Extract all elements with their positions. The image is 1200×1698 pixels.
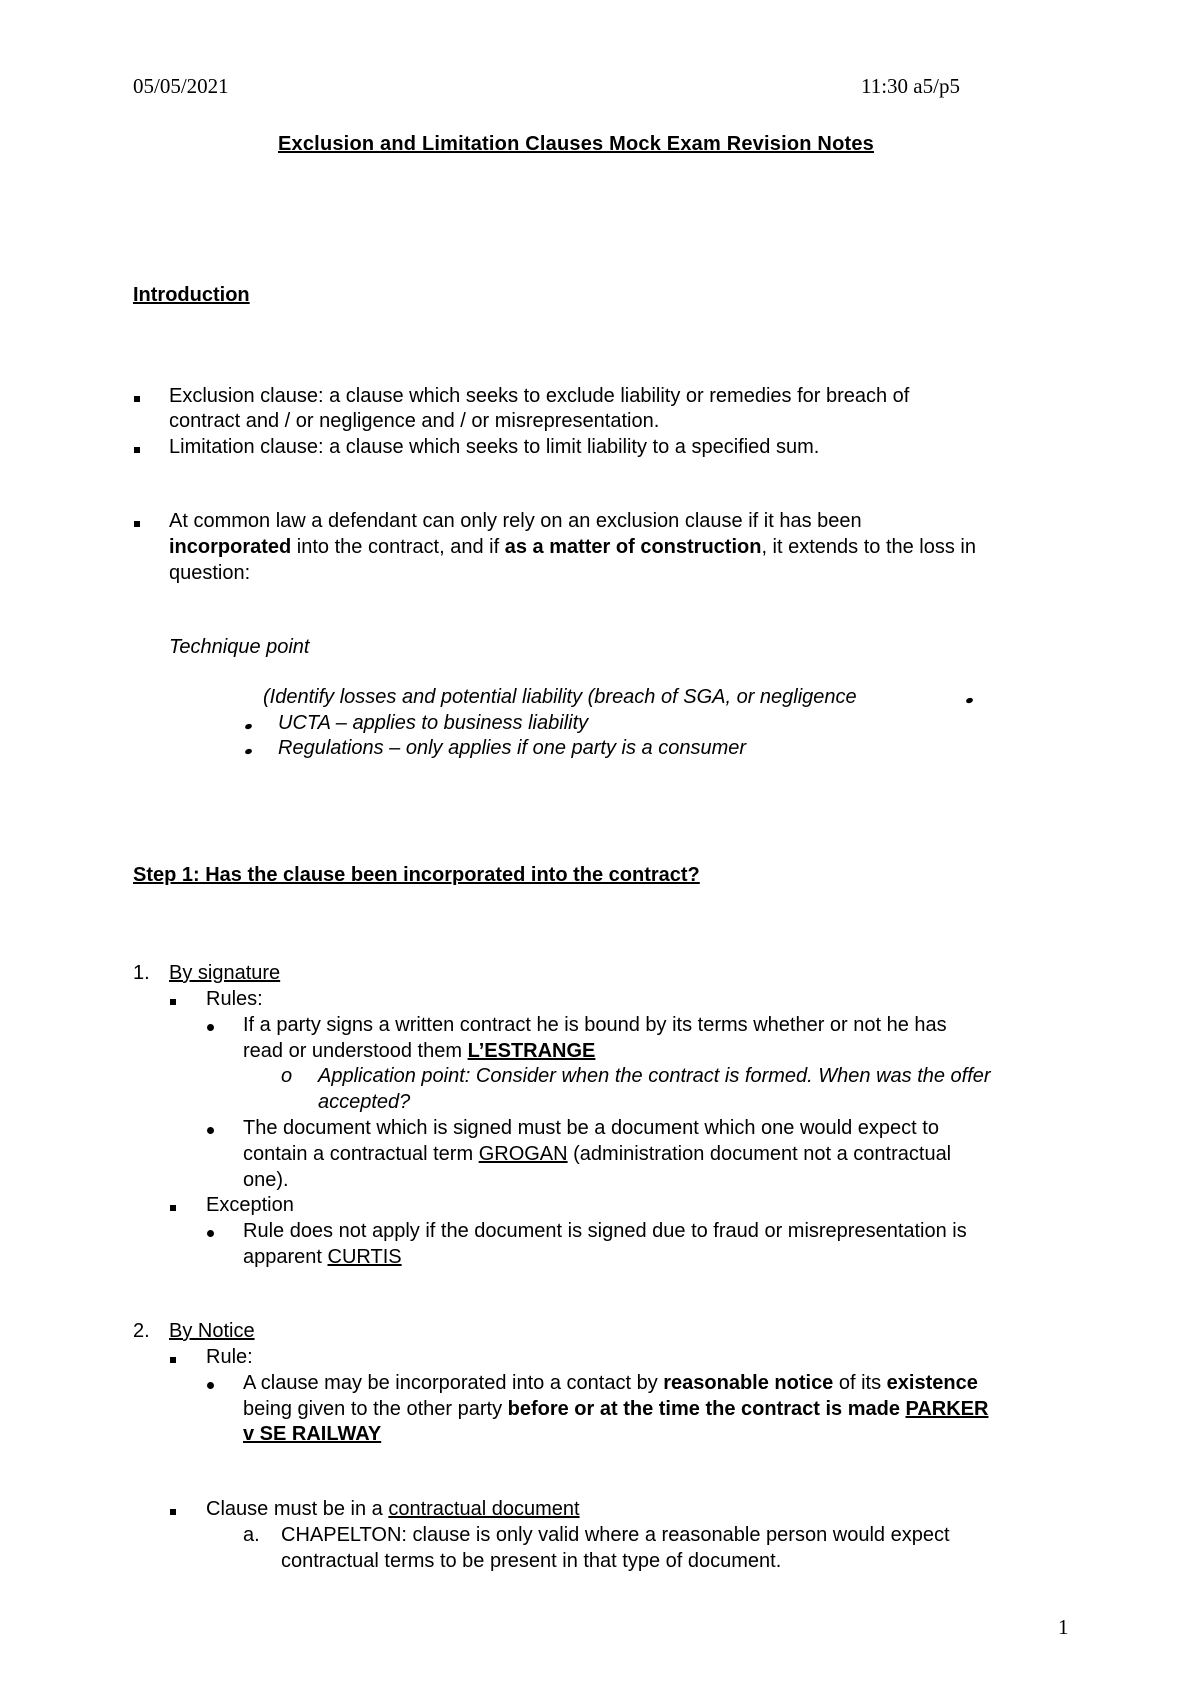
text-span: , it extends to the loss in xyxy=(761,536,976,558)
rule-1-line-2 xyxy=(243,1038,595,1064)
round-bullet-icon xyxy=(207,1218,214,1244)
technique-item-2: UCTA – applies to business liability xyxy=(278,712,589,734)
header-date: 05/05/2021 xyxy=(133,74,229,98)
round-bullet-icon xyxy=(245,735,252,761)
text-span: contain a contractual term xyxy=(243,1143,479,1165)
text-span: read or understood them xyxy=(243,1040,468,1062)
text-span: (administration document not a contractual xyxy=(567,1143,952,1165)
square-bullet-icon xyxy=(170,1496,176,1522)
notice-rule-line-1 xyxy=(243,1370,978,1396)
technique-item-3: Regulations – only applies if one party is a consumer xyxy=(278,737,747,759)
rules-label: Rules: xyxy=(206,988,263,1010)
text-span: apparent xyxy=(243,1246,328,1268)
intro-bullet-3-line-2 xyxy=(169,534,976,560)
intro-bullet-3-line-1: At common law a defendant can only rely on an exclusion clause if it has been xyxy=(169,510,862,532)
list-number-1: 1. xyxy=(133,962,150,984)
exception-label: Exception xyxy=(206,1194,294,1216)
subsection-by-signature: By signature xyxy=(169,962,281,984)
square-bullet-icon xyxy=(170,1344,176,1370)
bold-term-timing: before or at the time the contract is made xyxy=(507,1398,906,1420)
bold-term-existence: existence xyxy=(886,1372,978,1394)
case-parker: PARKER xyxy=(905,1398,989,1420)
case-parker-line-2: v SE RAILWAY xyxy=(243,1423,382,1445)
intro-bullet-2: Limitation clause: a clause which seeks to limit liability to a specified sum. xyxy=(169,436,820,458)
section-heading-introduction: Introduction xyxy=(133,284,250,306)
text-span: being given to the other party xyxy=(243,1398,508,1420)
page-title: Exclusion and Limitation Clauses Mock Exam Revision Notes xyxy=(278,133,874,155)
rule-label: Rule: xyxy=(206,1346,253,1368)
list-number-2: 2. xyxy=(133,1320,150,1342)
square-bullet-icon xyxy=(134,508,140,534)
rule-2-line-2 xyxy=(243,1141,951,1167)
text-span: of its xyxy=(833,1372,887,1394)
application-point-line-2: accepted? xyxy=(318,1091,411,1113)
chapelton-line-1: CHAPELTON: clause is only valid where a reasonable person would expect xyxy=(281,1524,950,1546)
text-span: into the contract, and if xyxy=(291,536,505,558)
exception-1-line-1: Rule does not apply if the document is signed due to fraud or misrepresentation is xyxy=(243,1220,967,1242)
bold-term-incorporated: incorporated xyxy=(169,536,292,558)
bold-term-construction: as a matter of construction xyxy=(504,536,762,558)
contractual-document-line xyxy=(206,1496,580,1522)
rule-2-line-3: one). xyxy=(243,1169,289,1191)
sub-bullet-o-marker: o xyxy=(281,1065,293,1087)
round-bullet-icon xyxy=(966,684,973,710)
intro-bullet-1-line-2: contract and / or negligence and / or misrepresentation. xyxy=(169,410,660,432)
bold-term-reasonable-notice: reasonable notice xyxy=(663,1372,834,1394)
rule-1-line-1: If a party signs a written contract he is bound by its terms whether or not he has xyxy=(243,1014,947,1036)
application-point-line-1: Application point: Consider when the contract is formed. When was the offer xyxy=(318,1065,991,1087)
subsection-by-notice: By Notice xyxy=(169,1320,255,1342)
section-heading-step-1: Step 1: Has the clause been incorporated into the contract? xyxy=(133,864,700,886)
case-lestrange: L’ESTRANGE xyxy=(467,1040,596,1062)
text-span: Clause must be in a xyxy=(206,1498,389,1520)
notice-rule-line-2 xyxy=(243,1396,988,1422)
technique-item-1: (Identify losses and potential liability (breach of SGA, or negligence xyxy=(263,686,857,708)
square-bullet-icon xyxy=(170,986,176,1012)
square-bullet-icon xyxy=(134,434,140,460)
header-time: 11:30 a5/p5 xyxy=(861,74,960,98)
round-bullet-icon xyxy=(207,1115,214,1141)
round-bullet-icon xyxy=(207,1370,214,1396)
intro-bullet-3-line-3: question: xyxy=(169,562,251,584)
round-bullet-icon xyxy=(245,710,252,736)
square-bullet-icon xyxy=(134,383,140,409)
case-curtis: CURTIS xyxy=(327,1246,402,1268)
round-bullet-icon xyxy=(207,1012,214,1038)
square-bullet-icon xyxy=(170,1192,176,1218)
rule-2-line-1: The document which is signed must be a document which one would expect to xyxy=(243,1117,939,1139)
page-number: 1 xyxy=(1058,1615,1069,1639)
technique-point-label: Technique point xyxy=(169,636,310,658)
case-grogan: GROGAN xyxy=(478,1143,568,1165)
list-letter-a: a. xyxy=(243,1524,260,1546)
exception-1-line-2 xyxy=(243,1244,402,1270)
intro-bullet-1-line-1: Exclusion clause: a clause which seeks to exclude liability or remedies for breach of xyxy=(169,385,910,407)
chapelton-line-2: contractual terms to be present in that type of document. xyxy=(281,1550,782,1572)
term-contractual-document: contractual document xyxy=(388,1498,580,1520)
text-span: A clause may be incorporated into a contact by xyxy=(243,1372,664,1394)
